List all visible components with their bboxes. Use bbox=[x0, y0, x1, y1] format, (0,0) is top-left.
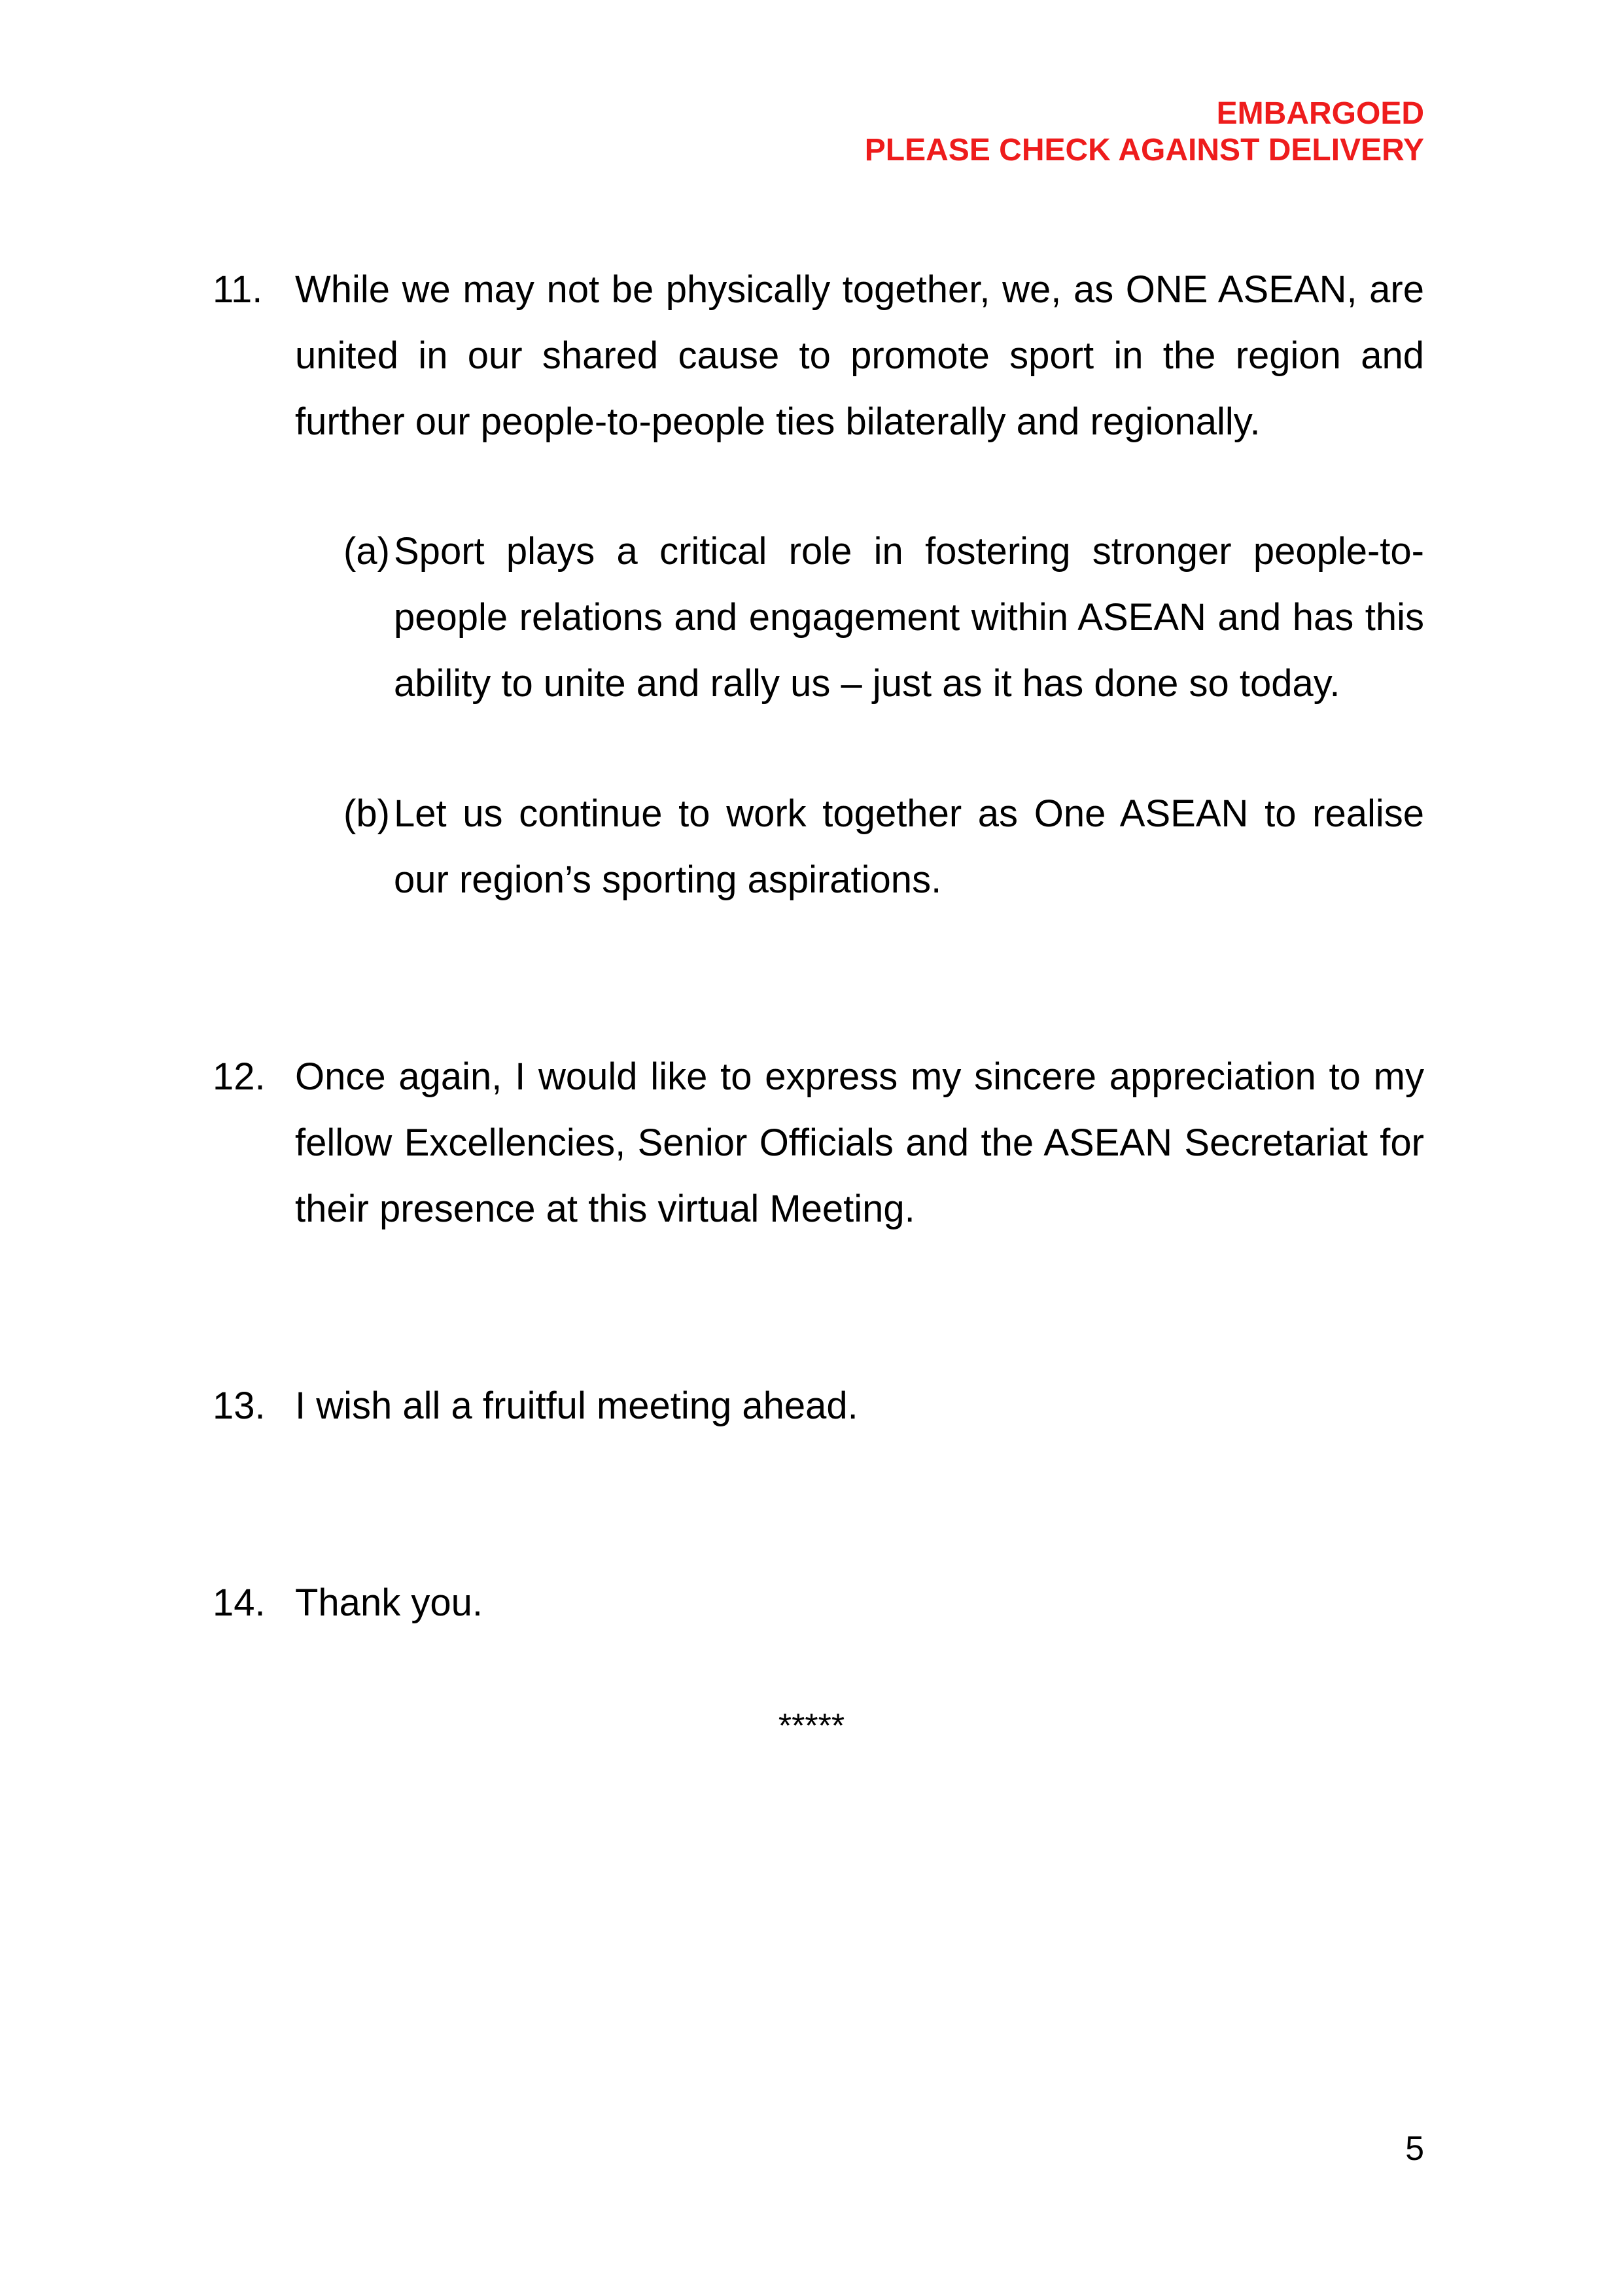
paragraph-13 bbox=[213, 1373, 1424, 1439]
page-number: 5 bbox=[1405, 2130, 1424, 2168]
embargo-header bbox=[865, 96, 1424, 169]
subpoint-a bbox=[343, 518, 1424, 716]
subpoint-label: (b) bbox=[343, 792, 390, 835]
embargo-label: EMBARGOED bbox=[1216, 96, 1424, 131]
paragraph-number: 13. bbox=[213, 1385, 266, 1427]
subpoint-label: (a) bbox=[343, 530, 390, 573]
paragraph-12 bbox=[213, 1044, 1424, 1242]
subpoint-text: Sport plays a critical role in fostering stronger people-to-people relations and engagement within ASEAN and has this ability to unite and rally us – just as it has done so today. bbox=[394, 530, 1424, 705]
paragraph-number: 14. bbox=[213, 1581, 266, 1624]
paragraph-text: While we may not be physically together, we, as ONE ASEAN, are united in our shared cause to promote sport in the region and further our people-to-people ties bilaterally and regionally. bbox=[295, 268, 1424, 443]
subpoint-b bbox=[343, 781, 1424, 913]
delivery-notice: PLEASE CHECK AGAINST DELIVERY bbox=[864, 133, 1424, 168]
subpoint-text: Let us continue to work together as One ASEAN to realise our region’s sporting aspirations. bbox=[394, 792, 1424, 901]
paragraph-text: I wish all a fruitful meeting ahead. bbox=[295, 1385, 858, 1427]
paragraph-text: Once again, I would like to express my sincere appreciation to my fellow Excellencies, Senior Officials and the ASEAN Secretariat for their presence at this virtual Meeting. bbox=[295, 1055, 1424, 1230]
paragraph-number: 11. bbox=[213, 268, 263, 311]
paragraph-text: Thank you. bbox=[295, 1581, 483, 1624]
paragraph-11 bbox=[213, 256, 1424, 455]
section-separator: ***** bbox=[778, 1707, 845, 1745]
paragraph-14 bbox=[213, 1570, 1424, 1636]
paragraph-number: 12. bbox=[213, 1055, 266, 1098]
